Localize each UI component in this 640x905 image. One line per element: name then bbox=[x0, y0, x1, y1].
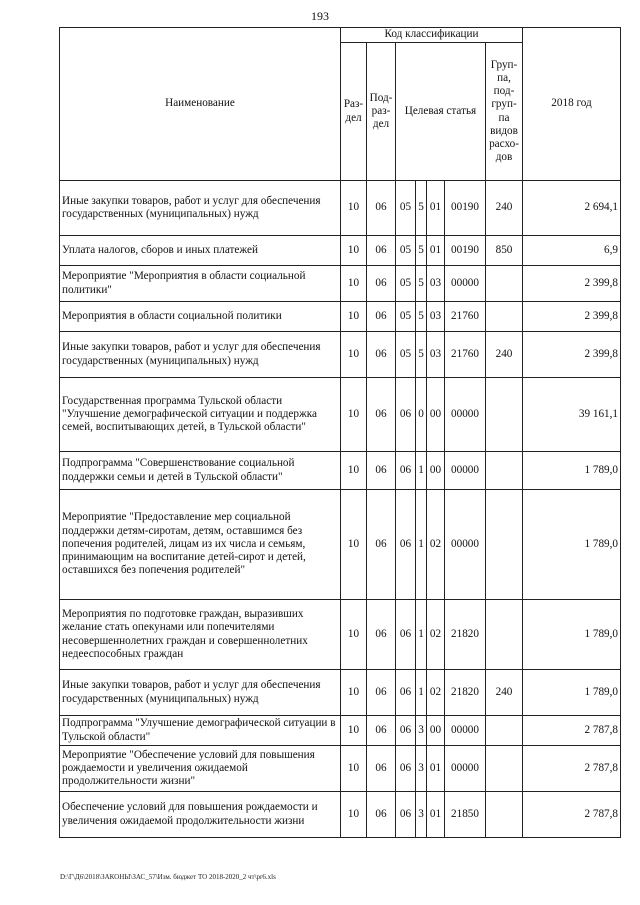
row-target-event: 02 bbox=[427, 670, 445, 716]
row-target-event: 00 bbox=[427, 378, 445, 452]
row-section: 10 bbox=[341, 746, 367, 792]
row-name: Мероприятия по подготовке граждан, выразивших желание стать опекунами или попечителями несовершеннолетних граждан и совершеннолетних недееспособных граждан bbox=[60, 600, 341, 670]
row-subsection: 06 bbox=[367, 332, 396, 378]
row-target-subprogram: 5 bbox=[416, 332, 427, 378]
row-target-direction: 21850 bbox=[445, 792, 486, 838]
row-subsection: 06 bbox=[367, 266, 396, 302]
header-section bbox=[341, 43, 367, 181]
table-row bbox=[60, 792, 621, 838]
row-target-program: 05 bbox=[396, 332, 416, 378]
row-expense-group bbox=[486, 266, 523, 302]
header-target-article: Целевая статья bbox=[396, 43, 486, 181]
row-section: 10 bbox=[341, 490, 367, 600]
row-target-direction: 00000 bbox=[445, 378, 486, 452]
row-name: Обеспечение условий для повышения рождаемости и увеличения ожидаемой продолжительности жизни bbox=[60, 792, 341, 838]
table-row bbox=[60, 600, 621, 670]
table-row bbox=[60, 181, 621, 236]
row-name: Иные закупки товаров, работ и услуг для обеспечения государственных (муниципальных) нужд bbox=[60, 181, 341, 236]
row-target-program: 06 bbox=[396, 490, 416, 600]
row-target-direction: 21760 bbox=[445, 302, 486, 332]
row-subsection: 06 bbox=[367, 716, 396, 746]
row-target-event: 03 bbox=[427, 266, 445, 302]
table-row bbox=[60, 746, 621, 792]
row-expense-group: 240 bbox=[486, 181, 523, 236]
row-amount: 2 399,8 bbox=[523, 302, 621, 332]
row-target-event: 00 bbox=[427, 716, 445, 746]
row-target-event: 01 bbox=[427, 181, 445, 236]
table-row bbox=[60, 490, 621, 600]
row-target-direction: 00000 bbox=[445, 716, 486, 746]
row-target-program: 06 bbox=[396, 670, 416, 716]
row-section: 10 bbox=[341, 716, 367, 746]
row-subsection: 06 bbox=[367, 302, 396, 332]
row-target-event: 02 bbox=[427, 600, 445, 670]
row-section: 10 bbox=[341, 670, 367, 716]
row-subsection: 06 bbox=[367, 236, 396, 266]
table-row bbox=[60, 332, 621, 378]
table-row bbox=[60, 670, 621, 716]
row-target-subprogram: 5 bbox=[416, 302, 427, 332]
row-section: 10 bbox=[341, 181, 367, 236]
table-row bbox=[60, 716, 621, 746]
row-amount: 2 694,1 bbox=[523, 181, 621, 236]
row-subsection: 06 bbox=[367, 670, 396, 716]
row-target-program: 05 bbox=[396, 302, 416, 332]
row-section: 10 bbox=[341, 600, 367, 670]
row-target-program: 05 bbox=[396, 266, 416, 302]
row-expense-group bbox=[486, 490, 523, 600]
row-section: 10 bbox=[341, 302, 367, 332]
row-target-program: 06 bbox=[396, 452, 416, 490]
row-expense-group bbox=[486, 452, 523, 490]
row-target-direction: 00000 bbox=[445, 452, 486, 490]
row-target-program: 06 bbox=[396, 716, 416, 746]
header-subsection bbox=[367, 43, 396, 181]
header-name: Наименование bbox=[60, 28, 341, 181]
header-classification-code: Код классификации bbox=[341, 28, 523, 43]
row-subsection: 06 bbox=[367, 181, 396, 236]
table-row bbox=[60, 378, 621, 452]
row-name: Мероприятие "Предоставление мер социальной поддержки детям-сиротам, детям, оставшимся без попечения родителей, лицам из их числа и семьям, принимающим на воспитание детей-сирот и детей, оставшихся без попечения родителей" bbox=[60, 490, 341, 600]
footer-file-path: D:\Г\Д6\2018\ЗАКОНЫ\ЗАС_57\Изм. бюджет ТО 2018-2020_2 чт\pr6.xls bbox=[60, 873, 276, 881]
row-target-subprogram: 3 bbox=[416, 746, 427, 792]
row-name: Подпрограмма "Совершенствование социальной поддержки семьи и детей в Тульской области" bbox=[60, 452, 341, 490]
row-target-subprogram: 3 bbox=[416, 792, 427, 838]
row-name: Мероприятия в области социальной политики bbox=[60, 302, 341, 332]
table-row bbox=[60, 302, 621, 332]
row-target-direction: 21760 bbox=[445, 332, 486, 378]
row-subsection: 06 bbox=[367, 746, 396, 792]
row-target-direction: 00000 bbox=[445, 490, 486, 600]
row-expense-group: 240 bbox=[486, 670, 523, 716]
row-amount: 6,9 bbox=[523, 236, 621, 266]
row-target-event: 03 bbox=[427, 332, 445, 378]
row-section: 10 bbox=[341, 236, 367, 266]
row-amount: 1 789,0 bbox=[523, 600, 621, 670]
header-year: 2018 год bbox=[523, 28, 621, 181]
page-number: 193 bbox=[311, 9, 329, 23]
row-name: Государственная программа Тульской области "Улучшение демографической ситуации и поддержка семей, воспитывающих детей, в Тульской области" bbox=[60, 378, 341, 452]
row-section: 10 bbox=[341, 378, 367, 452]
row-target-event: 02 bbox=[427, 490, 445, 600]
row-subsection: 06 bbox=[367, 452, 396, 490]
row-subsection: 06 bbox=[367, 792, 396, 838]
row-subsection: 06 bbox=[367, 378, 396, 452]
header-expense-group bbox=[486, 43, 523, 181]
row-amount: 2 787,8 bbox=[523, 746, 621, 792]
row-target-program: 05 bbox=[396, 236, 416, 266]
row-section: 10 bbox=[341, 266, 367, 302]
row-expense-group bbox=[486, 378, 523, 452]
row-amount: 1 789,0 bbox=[523, 670, 621, 716]
row-target-program: 06 bbox=[396, 378, 416, 452]
row-section: 10 bbox=[341, 332, 367, 378]
row-target-subprogram: 0 bbox=[416, 378, 427, 452]
row-target-program: 05 bbox=[396, 181, 416, 236]
header-section-text: Раз- дел bbox=[343, 98, 364, 124]
row-target-subprogram: 5 bbox=[416, 266, 427, 302]
row-target-event: 01 bbox=[427, 792, 445, 838]
row-amount: 2 399,8 bbox=[523, 332, 621, 378]
row-target-subprogram: 1 bbox=[416, 600, 427, 670]
row-name: Мероприятие "Обеспечение условий для повышения рождаемости и увеличения ожидаемой продолжительности жизни" bbox=[60, 746, 341, 792]
row-target-subprogram: 3 bbox=[416, 716, 427, 746]
row-target-direction: 00000 bbox=[445, 266, 486, 302]
row-target-event: 01 bbox=[427, 236, 445, 266]
row-amount: 39 161,1 bbox=[523, 378, 621, 452]
table-row bbox=[60, 236, 621, 266]
row-subsection: 06 bbox=[367, 490, 396, 600]
row-expense-group: 240 bbox=[486, 332, 523, 378]
row-target-direction: 21820 bbox=[445, 600, 486, 670]
row-expense-group bbox=[486, 600, 523, 670]
table-body bbox=[60, 181, 621, 838]
budget-table bbox=[59, 27, 621, 838]
row-expense-group bbox=[486, 302, 523, 332]
row-amount: 2 787,8 bbox=[523, 792, 621, 838]
row-target-program: 06 bbox=[396, 600, 416, 670]
row-target-subprogram: 5 bbox=[416, 181, 427, 236]
row-target-subprogram: 1 bbox=[416, 670, 427, 716]
row-target-direction: 00190 bbox=[445, 181, 486, 236]
row-target-program: 06 bbox=[396, 746, 416, 792]
row-amount: 1 789,0 bbox=[523, 452, 621, 490]
row-target-direction: 00000 bbox=[445, 746, 486, 792]
row-target-subprogram: 5 bbox=[416, 236, 427, 266]
table-row bbox=[60, 452, 621, 490]
row-expense-group bbox=[486, 746, 523, 792]
row-target-subprogram: 1 bbox=[416, 490, 427, 600]
row-target-subprogram: 1 bbox=[416, 452, 427, 490]
row-amount: 1 789,0 bbox=[523, 490, 621, 600]
row-target-direction: 21820 bbox=[445, 670, 486, 716]
row-name: Подпрограмма "Улучшение демографической ситуации в Тульской области" bbox=[60, 716, 341, 746]
row-expense-group: 850 bbox=[486, 236, 523, 266]
header-expense-group-text: Груп- па, под- груп- па видов расхо- дов bbox=[489, 58, 519, 164]
row-target-event: 01 bbox=[427, 746, 445, 792]
row-target-direction: 00190 bbox=[445, 236, 486, 266]
header-subsection-text: Под- раз- дел bbox=[369, 91, 393, 131]
row-expense-group bbox=[486, 716, 523, 746]
row-subsection: 06 bbox=[367, 600, 396, 670]
row-name: Иные закупки товаров, работ и услуг для обеспечения государственных (муниципальных) нужд bbox=[60, 670, 341, 716]
row-name: Мероприятие "Мероприятия в области социальной политики" bbox=[60, 266, 341, 302]
row-name: Уплата налогов, сборов и иных платежей bbox=[60, 236, 341, 266]
row-amount: 2 787,8 bbox=[523, 716, 621, 746]
row-amount: 2 399,8 bbox=[523, 266, 621, 302]
row-expense-group bbox=[486, 792, 523, 838]
row-section: 10 bbox=[341, 452, 367, 490]
row-section: 10 bbox=[341, 792, 367, 838]
row-target-event: 00 bbox=[427, 452, 445, 490]
row-name: Иные закупки товаров, работ и услуг для обеспечения государственных (муниципальных) нужд bbox=[60, 332, 341, 378]
table-row bbox=[60, 266, 621, 302]
row-target-event: 03 bbox=[427, 302, 445, 332]
row-target-program: 06 bbox=[396, 792, 416, 838]
